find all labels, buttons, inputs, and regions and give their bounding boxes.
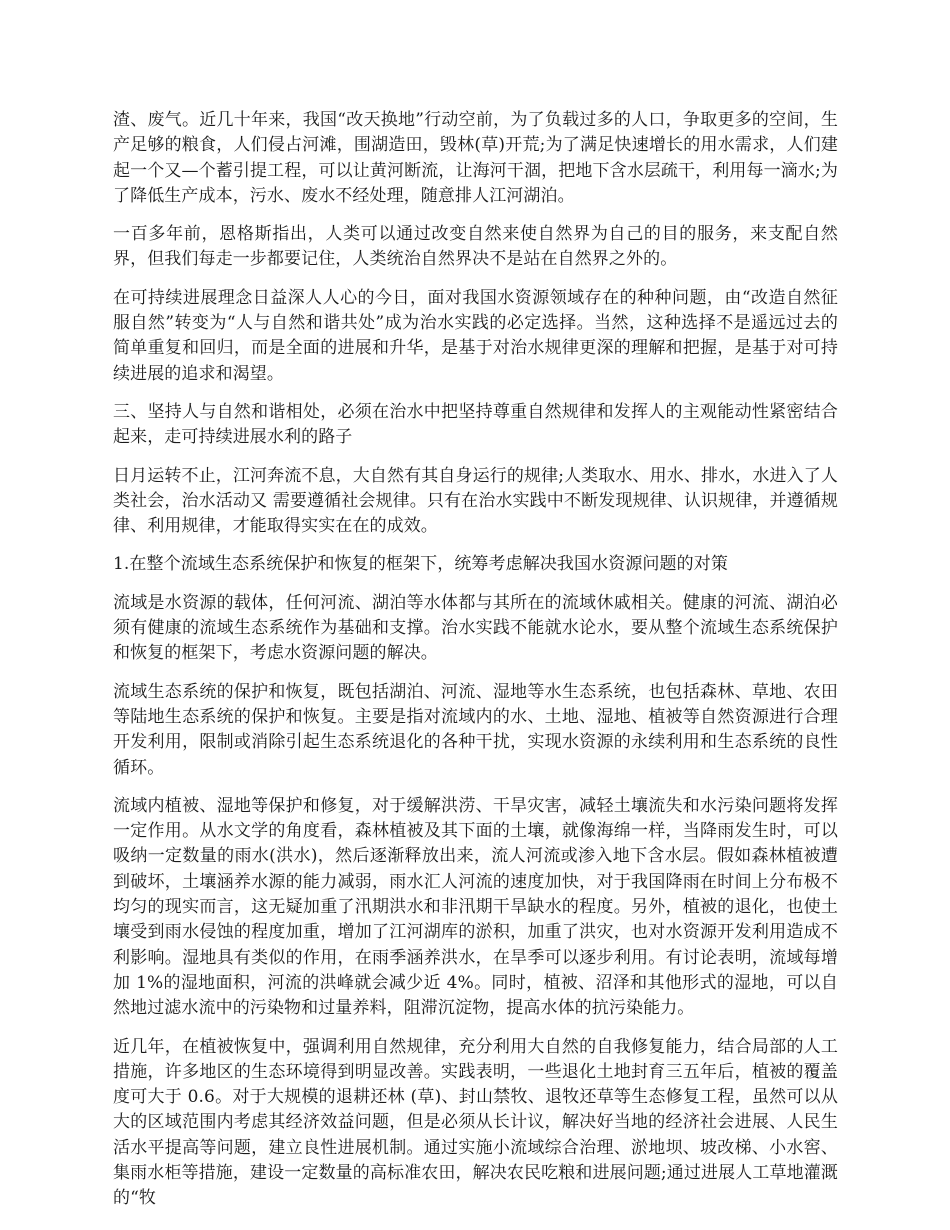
paragraph-7: 流域是水资源的载体，任何河流、湖泊等水体都与其所在的流域休戚相关。健康的河流、湖泊必须有健康的流域生态系统作为基础和支撑。治水实践不能就水论水，要从整个流域生态系统保护和恢复的框架下，考虑水资源问题的解决。 [113, 592, 838, 664]
section-heading-3: 三、坚持人与自然和谐相处，必须在治水中把坚持尊重自然规律和发挥人的主观能动性紧密结合起来，走可持续进展水利的路子 [113, 401, 838, 448]
paragraph-2: 一百多年前，恩格斯指出，人类可以通过改变自然来使自然界为自己的目的服务，来支配自然界，但我们每走一步都要记住，人类统治自然界决不是站在自然界之外的。 [113, 224, 838, 270]
paragraph-5: 日月运转不止，江河奔流不息，大自然有其自身运行的规律;人类取水、用水、排水，水进入了人类社会，治水活动又 需要遵循社会规律。只有在治水实践中不断发现规律、认识规律，并遵循规律、利用规律，才能取得实实在在的成效。 [113, 465, 838, 537]
paragraph-9: 流域内植被、湿地等保护和修复，对于缓解洪涝、干旱灾害，减轻土壤流失和水污染问题将发挥一定作用。从水文学的角度看，森林植被及其下面的土壤，就像海绵一样，当降雨发生时，可以吸纳一定数量的雨水(洪水)，然后逐渐释放出来，流人河流或渗入地下含水层。假如森林植被遭到破坏，土壤涵养水源的能力减弱，雨水汇人河流的速度加快，对于我国降雨在时间上分布极不均匀的现实而言，这无疑加重了汛期洪水和非汛期干旱缺水的程度。另外，植被的退化，也使土壤受到雨水侵蚀的程度加重，增加了江河湖库的淤积，加重了洪灾，也对水资源开发利用造成不利影响。湿地具有类似的作用，在雨季涵养洪水，在旱季可以逐步利用。有讨论表明，流域每增加 1%的湿地面积，河流的洪峰就会减少近 4%。同时，植被、沼泽和其他形式的湿地，可以自然地过滤水流中的污染物和过量养料，阻滞沉淀物，提高水体的抗污染能力。 [113, 795, 838, 1019]
paragraph-8: 流域生态系统的保护和恢复，既包括湖泊、河流、湿地等水生态系统，也包括森林、草地、农田等陆地生态系统的保护和恢复。主要是指对流域内的水、土地、湿地、植被等自然资源进行合理开发利用，限制或消除引起生态系统退化的各种干扰，实现水资源的永续利用和生态系统的良性循环。 [113, 681, 838, 778]
paragraph-3: 在可持续进展理念日益深人人心的今日，面对我国水资源领域存在的种种问题，由“改造自然征服自然”转变为“人与自然和谐共处”成为治水实践的必定选择。当然，这种选择不是遥远过去的简单重复和回归，而是全面的进展和升华，是基于对治水规律更深的理解和把握，是基于对可持续进展的追求和渴望。 [113, 287, 838, 384]
paragraph-1: 渣、废气。近几十年来，我国“改天换地”行动空前，为了负载过多的人口，争取更多的空间，生产足够的粮食，人们侵占河滩，围湖造田，毁林(草)开荒;为了满足快速增长的用水需求，人们建起一个又—个蓄引提工程，可以让黄河断流，让海河干涸，把地下含水层疏干，利用每一滴水;为了降低生产成本，污水、废水不经处理，随意排人江河湖泊。 [113, 110, 838, 206]
subsection-heading-1: 1.在整个流域生态系统保护和恢复的框架下，统筹考虑解决我国水资源问题的对策 [113, 554, 728, 575]
paragraph-10: 近几年，在植被恢复中，强调利用自然规律，充分利用大自然的自我修复能力，结合局部的人工措施，许多地区的生态环境得到明显改善。实践表明，一些退化土地封育三五年后，植被的覆盖度可大于 0.6。对于大规模的退耕还林 (草)、封山禁牧、退牧还草等生态修复工程，虽然可以从大的区域范围内考虑其经济效益问题，但是必须从长计议，解决好当地的经济社会进展、人民生活水平提高等问题，建立良性进展机制。通过实施小流域综合治理、淤地坝、坡改梯、小水窖、集雨水柜等措施，建设一定数量的高标准农田，解决农民吃粮和进展问题;通过进展人工草地灌溉的“牧 [113, 1036, 838, 1209]
